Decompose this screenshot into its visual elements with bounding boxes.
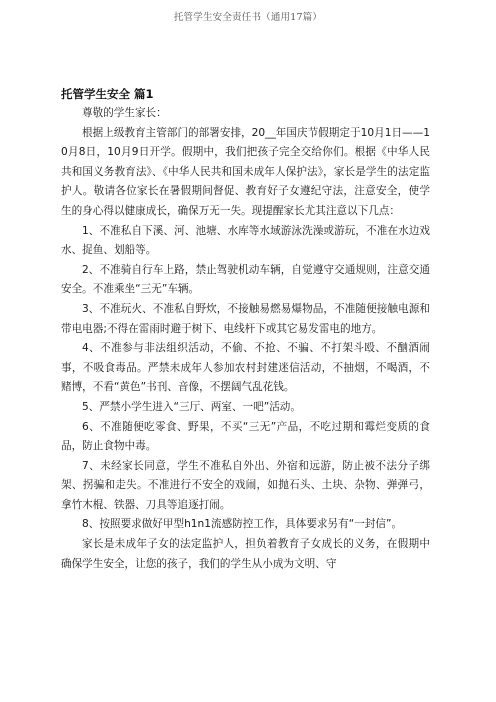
section-title: 托管学生安全 篇1 [61,87,154,101]
salutation-paragraph: 尊敬的学生家长： [82,107,167,119]
rule-item-3: 3、不准玩火、不准私自野炊，不接触易燃易爆物品，不准随便接触电源和带电电器;不得在雷雨时避于树下、电线杆下或其它易发雷电的地方。 [61,302,430,335]
rule-item-4: 4、不准参与非法组织活动，不偷、不抢、不骗、不打架斗殴、不酗酒闹事，不吸食毒品。严禁未成年人参加农村封建迷信活动，不抽烟，不喝酒，不赌博，不看“黄色”书刊、音像，不摆阔气乱花钱。 [61,342,430,394]
closing-paragraph: 家长是未成年子女的法定监护人，担负着教育子女成长的义务，在假期中确保学生安全，让您的孩子，我们的学生从小成为文明、守 [61,538,430,570]
document-header-title: 托管学生安全责任书（通用17篇） [173,12,323,23]
rule-item-2: 2、不准骑自行车上路，禁止驾驶机动车辆，自觉遵守交通规则，注意交通安全。不准乘坐“三无”车辆。 [61,263,430,296]
rule-item-8: 8、按照要求做好甲型h1n1流感防控工作，具体要求另有“一封信”。 [82,518,403,531]
intro-paragraph: 根据上级教育主管部门的部署安排，20__年国庆节假期定于10月1日——10月8日，10月9日开学。假期中，我们把孩子完全交给你们。根据《中华人民共和国义务教育法》、《中华人民共和国未成年人保护法》，家长是学生的法定监护人。敬请各位家长在暑假期间督促、教育好子女遵纪守法，注意安全，使学生的身心得以健康成长，确保万无一失。现提醒家长尤其注意以下几点： [61,126,430,217]
rule-item-6: 6、不准随便吃零食、野果，不买“三无”产品，不吃过期和霉烂变质的食品，防止食物中毒。 [61,420,430,453]
document-body [61,86,430,574]
rule-item-1: 1、不准私自下溪、河、池塘、水库等水域游泳洗澡或游玩，不准在水边戏水、捉鱼、划船等。 [61,224,430,257]
rule-item-7: 7、未经家长同意，学生不准私自外出、外宿和远游，防止被不法分子绑架、拐骗和走失。不准进行不安全的戏闹，如抛石头、土块、杂物、弹弹弓，拿竹木棍、铁器、刀具等追逐打闹。 [61,459,430,511]
rule-item-5: 5、严禁小学生进入“三厅、两室、一吧”活动。 [82,400,301,413]
